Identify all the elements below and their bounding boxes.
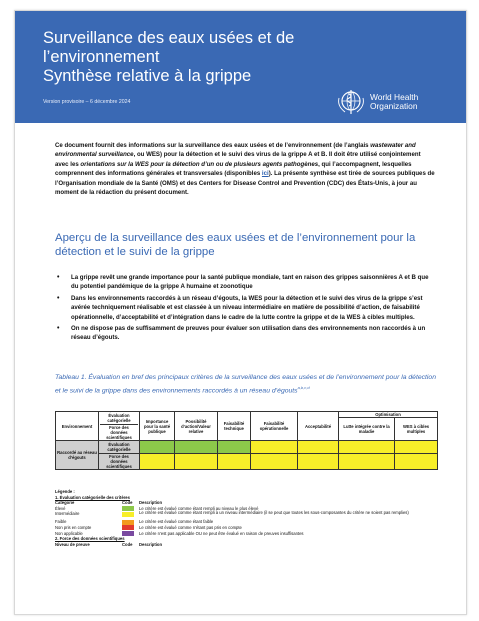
legend-row bbox=[55, 511, 455, 519]
cell-lutte-force bbox=[339, 454, 395, 470]
cell-wes-multi-force bbox=[395, 454, 438, 470]
legend-col-code: Code bbox=[122, 500, 133, 506]
cell-faisabilite-tech-force bbox=[218, 454, 251, 470]
bullet-item: • Dans les environnements raccordés à un réseau d’égouts, la WES pour la détection et le suivi des virus de la grippe s’est avérée techniquement réalisable et est classée à un niveau intermédiaire en matière de possibilité d’action, de faisabilité opérationnelle, d’acceptabilité et d’intégration dans le cadre de la lutte contre la grippe et de la WES à cibles multiples. bbox=[55, 294, 435, 322]
cell-possibilite-force bbox=[175, 454, 218, 470]
legend-swatch bbox=[122, 512, 134, 517]
legend-row bbox=[55, 531, 455, 537]
th-wes-multi: WES à cibles multiples bbox=[395, 418, 438, 441]
legend-col-categorie: Catégorie bbox=[55, 500, 75, 506]
th-faisabilite-tech: Faisabilité technique bbox=[218, 412, 251, 441]
legend-category: Non pris en compte bbox=[55, 524, 92, 530]
cell-environment: Raccordé au réseau d’égouts bbox=[56, 441, 99, 470]
cell-eval-label: Évaluation catégorielle bbox=[99, 441, 140, 454]
th-force-label: Force des données scientifiques bbox=[100, 424, 138, 440]
intro-italic: orientations sur la WES pour la détection d’un ou de plusieurs agents pathogènes bbox=[80, 160, 319, 168]
cell-faisabilite-op-eval bbox=[251, 441, 298, 454]
table-row bbox=[56, 454, 438, 470]
legend-category: Intermédiaire bbox=[55, 511, 80, 517]
legend-swatch bbox=[122, 531, 134, 536]
legend-swatch bbox=[122, 520, 134, 525]
cell-acceptabilite-force bbox=[298, 454, 339, 470]
legend-section-2: 2. Force des données scientifiques bbox=[55, 536, 125, 542]
legend-col-code-2: Code bbox=[122, 541, 133, 547]
th-importance: Importance pour la santé publique bbox=[140, 412, 175, 441]
th-faisabilite-op: Faisabilité opérationnelle bbox=[251, 412, 298, 441]
legend-category: Non applicable bbox=[55, 530, 83, 536]
document-title bbox=[43, 29, 403, 86]
th-evaluation bbox=[99, 412, 140, 441]
who-logo-text bbox=[370, 93, 418, 111]
table-caption-sup: a,b,c,d bbox=[297, 385, 310, 390]
legend-description: Le critère n’est pas applicable OU ne peut être évalué en raison de preuves insuffisantes bbox=[139, 530, 304, 536]
bullet-item: • On ne dispose pas de suffisamment de preuves pour évaluer son utilisation dans des environnements non raccordés à un réseau d’égouts. bbox=[55, 324, 435, 343]
who-emblem-icon bbox=[336, 88, 366, 116]
cell-possibilite-eval bbox=[175, 441, 218, 454]
table-header-row bbox=[56, 412, 438, 418]
intro-text: , ou WES) pour la détection et le suivi des virus de la grippe A et B. Il doit être utilisé conjointement avec les bbox=[55, 151, 421, 168]
table-row bbox=[56, 441, 438, 454]
legend-col-niveau: Niveau de preuve bbox=[55, 541, 90, 547]
legend-description: Le critère est évalué comme étant rempli à un niveau intermédiaire (il se peut que toutes les sous-composantes du critère ne soient pas remplies) bbox=[139, 510, 409, 516]
bullet-item: • La grippe revêt une grande importance pour la santé publique mondiale, tant en raison des grippes saisonnières A et B que du potentiel pandémique de la grippe A humaine et zoonotique bbox=[55, 273, 435, 292]
th-lutte: Lutte intégrée contre la maladie bbox=[339, 418, 395, 441]
intro-paragraph bbox=[55, 141, 435, 197]
cell-force-label: Force des données scientifiques bbox=[99, 454, 140, 470]
cell-wes-multi-eval bbox=[395, 441, 438, 454]
legend-swatch bbox=[122, 506, 134, 511]
legend-col-description-2: Description bbox=[139, 541, 163, 547]
cell-acceptabilite-eval bbox=[298, 441, 339, 454]
th-acceptabilite: Acceptabilité bbox=[298, 412, 339, 441]
document-page bbox=[14, 10, 467, 615]
legend-description: Le critère est évalué comme n’étant pas pris en compte bbox=[139, 524, 242, 530]
title-line-2: Synthèse relative à la grippe bbox=[43, 67, 252, 85]
logo-text-line-2: Organization bbox=[370, 101, 418, 111]
cell-faisabilite-tech-eval bbox=[218, 441, 251, 454]
title-line-1: Surveillance des eaux usées et de l’environnement bbox=[43, 29, 295, 66]
intro-link[interactable]: ici bbox=[261, 170, 269, 178]
who-logo bbox=[336, 88, 456, 118]
criteria-table bbox=[55, 411, 438, 470]
intro-text: , qui l’accompagnent, lesquelles comprennent des informations générales et transversales (disponibles bbox=[55, 160, 412, 178]
cell-importance-force bbox=[140, 454, 175, 470]
legend-section-1: 1. Évaluation catégorielle des critères bbox=[55, 494, 130, 500]
header-banner bbox=[15, 11, 466, 123]
logo-text-line-1: World Health bbox=[370, 92, 419, 102]
table-caption-text: Tableau 1. Évaluation en bref des principaux critères de la surveillance des eaux usées et de l’environnement pour la détection et le suivi de la grippe dans des environnements raccordés à un réseau d’égouts bbox=[55, 374, 436, 395]
table-caption bbox=[55, 373, 440, 396]
intro-italic: wastewater and environmental surveillance bbox=[55, 142, 416, 159]
th-environnement: Environnement bbox=[56, 412, 99, 441]
th-optimisation: Optimisation bbox=[339, 412, 438, 418]
legend-col-description: Description bbox=[139, 500, 163, 506]
legend-header-row-2 bbox=[55, 542, 455, 548]
intro-text: ). La présente synthèse est tirée de sources publiques de l’Organisation mondiale de la Santé (OMS) et des Centers for Disease Control and Prevention (CDC) des États-Unis, à jour au moment de la rédaction du présent document. bbox=[55, 170, 435, 197]
intro-text: Ce document fournit des informations sur la surveillance des eaux usées et de l’environnement (de l’anglais bbox=[55, 142, 371, 149]
th-evaluation-label: Évaluation catégorielle bbox=[107, 412, 131, 423]
cell-faisabilite-op-force bbox=[251, 454, 298, 470]
cell-importance-eval bbox=[140, 441, 175, 454]
legend-swatch bbox=[122, 525, 134, 530]
section-heading: Aperçu de la surveillance des eaux usées et de l’environnement pour la détection et le suivi de la grippe bbox=[55, 232, 416, 258]
version-date: Version provisoire – 6 décembre 2024 bbox=[43, 99, 131, 105]
cell-lutte-eval bbox=[339, 441, 395, 454]
legend-category: Élevé bbox=[55, 505, 66, 511]
legend-category: Faible bbox=[55, 519, 67, 525]
legend-description: Le critère est évalué comme étant faible bbox=[139, 519, 214, 525]
th-possibilite: Possibilité d’action/Valeur relative bbox=[175, 412, 218, 441]
summary-bullets bbox=[55, 273, 435, 345]
legend-title: Légende : bbox=[55, 489, 75, 494]
legend bbox=[55, 489, 455, 547]
legend-description: Le critère est évalué comme étant rempli au niveau le plus élevé bbox=[139, 505, 259, 511]
